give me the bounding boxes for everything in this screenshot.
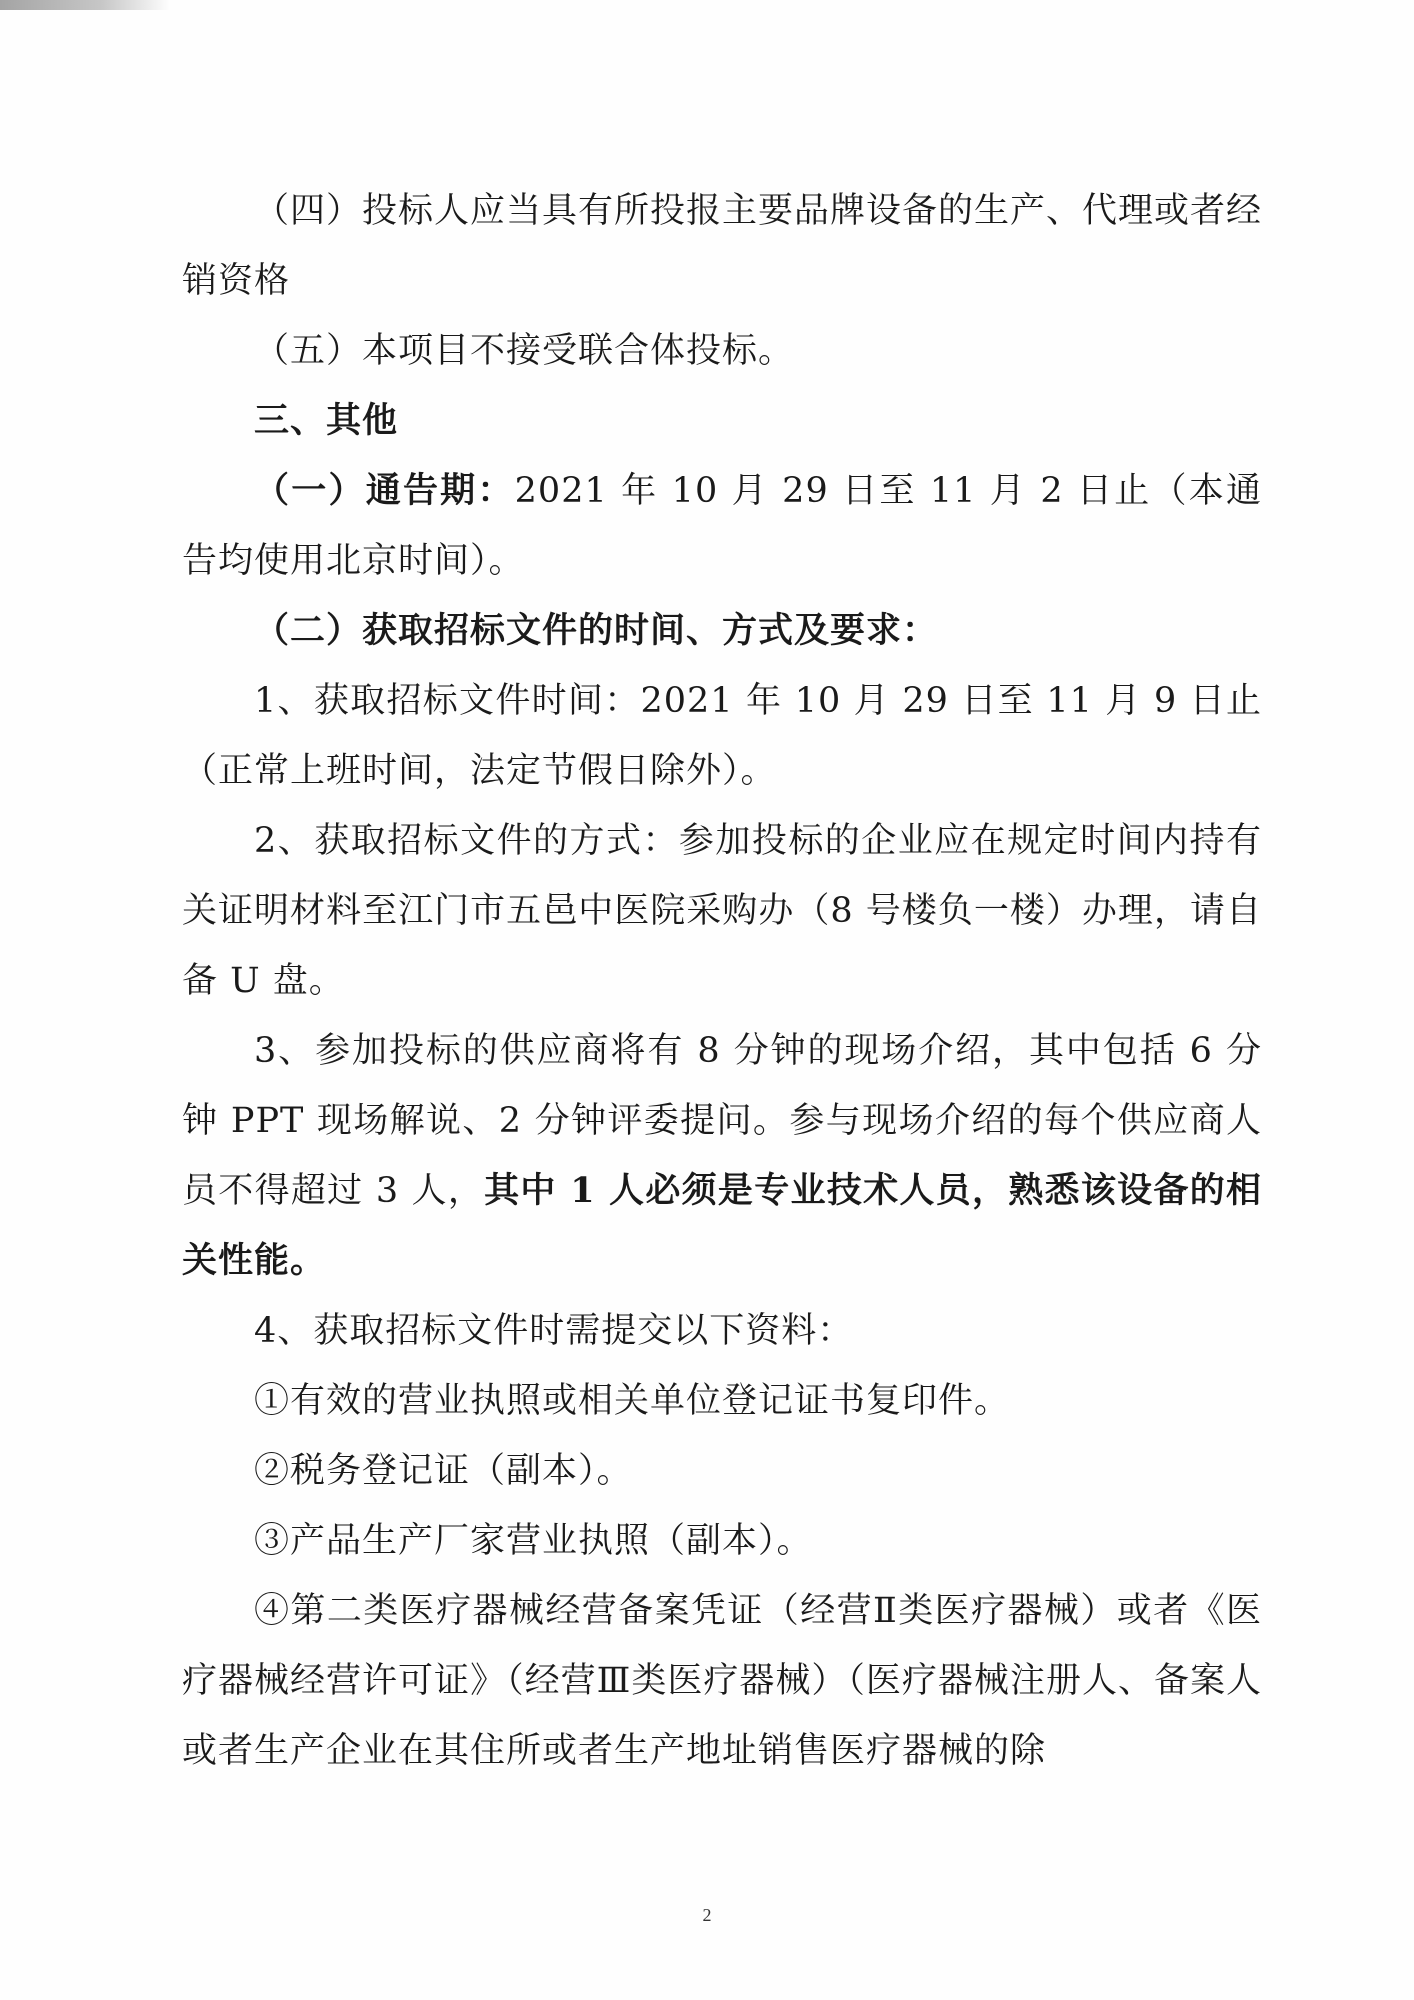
list-item-medical-device-permit: ④第二类医疗器械经营备案凭证（经营Ⅱ类医疗器械）或者《医疗器械经营许可证》（经营Ⅲ类医疗器械）（医疗器械注册人、备案人或者生产企业在其住所或者生产地址销售医疗器械的除 xyxy=(182,1591,1262,1771)
scan-edge-mark xyxy=(0,0,170,10)
paragraph-required-materials: 4、获取招标文件时需提交以下资料： xyxy=(254,1311,854,1351)
paragraph-obtain-time: 1、获取招标文件时间：2021 年 10 月 29 日至 11 月 9 日止（正常上班时间，法定节假日除外）。 xyxy=(182,681,1262,791)
list-item-manufacturer-license: ③产品生产厂家营业执照（副本）。 xyxy=(254,1521,813,1561)
page-number: 2 xyxy=(702,1905,712,1925)
presentation-text: 3、参加投标的供应商将有 8 分钟的现场介绍，其中包括 6 分钟 PPT 现场解说、2 分钟评委提问。参与现场介绍的每个供应商人员不得超过 3 人， xyxy=(182,1031,1262,1211)
paragraph-qualification: （四）投标人应当具有所投报主要品牌设备的生产、代理或者经销资格 xyxy=(182,191,1263,301)
section-heading-other: 三、其他 xyxy=(254,400,399,441)
list-item-tax-registration: ②税务登记证（副本）。 xyxy=(254,1451,633,1491)
paragraph-notice-period xyxy=(182,456,1262,596)
paragraph-presentation xyxy=(182,1016,1262,1296)
notice-period-label: （一）通告期： xyxy=(254,470,515,511)
presentation-requirement: 其中 1 人必须是专业技术人员，熟悉该设备的相关性能。 xyxy=(182,1170,1262,1281)
subheading-obtain-documents: （二）获取招标文件的时间、方式及要求： xyxy=(254,610,939,651)
paragraph-no-consortium: （五）本项目不接受联合体投标。 xyxy=(254,331,795,371)
notice-period-text: 2021 年 10 月 29 日至 11 月 2 日止（本通告均使用北京时间）。 xyxy=(182,471,1262,581)
document-body xyxy=(182,176,1262,1786)
paragraph-obtain-method: 2、获取招标文件的方式：参加投标的企业应在规定时间内持有关证明材料至江门市五邑中医院采购办（8 号楼负一楼）办理，请自备 U 盘。 xyxy=(182,821,1262,1001)
list-item-business-license: ①有效的营业执照或相关单位登记证书复印件。 xyxy=(254,1381,1011,1421)
